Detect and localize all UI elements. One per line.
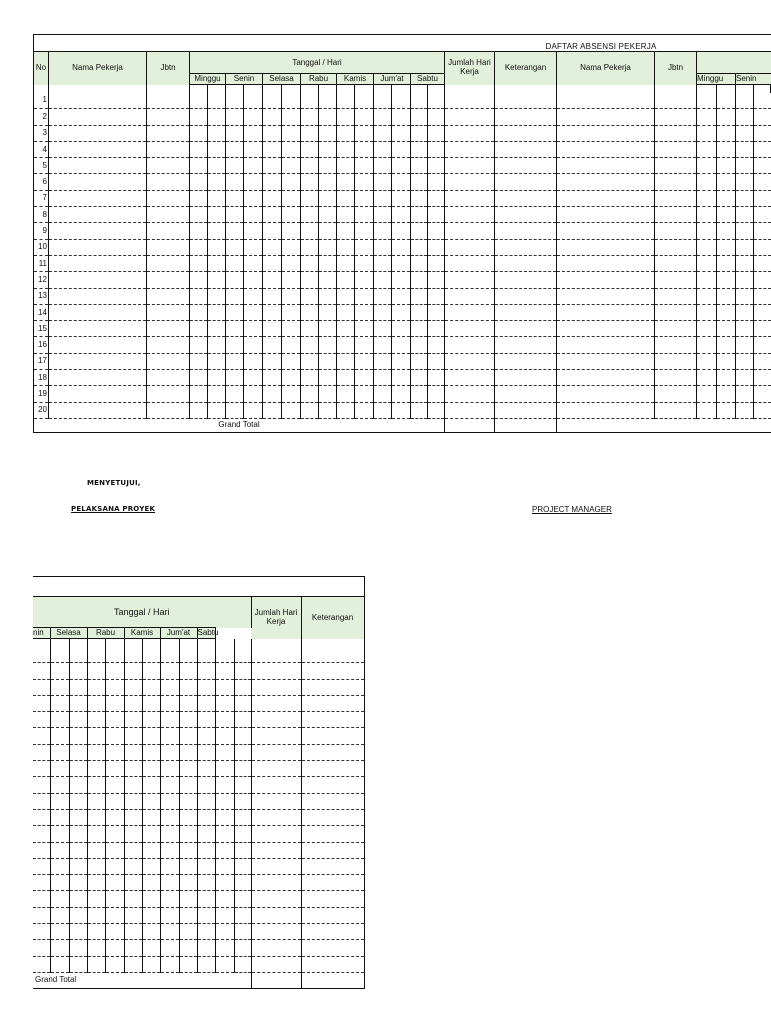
table-row bbox=[33, 728, 364, 744]
table-row bbox=[33, 924, 364, 940]
table-row bbox=[33, 891, 364, 907]
table-row bbox=[34, 174, 771, 190]
day-header-cont-5: Jum'at bbox=[160, 628, 197, 639]
table-row bbox=[33, 858, 364, 874]
table-row bbox=[33, 875, 364, 891]
day-header-right-0: Minggu bbox=[697, 74, 736, 85]
table-row bbox=[34, 141, 771, 157]
col-header-jumlah: Jumlah Hari Kerja bbox=[445, 52, 495, 85]
col-header-no: No bbox=[34, 52, 49, 85]
table-row bbox=[34, 239, 771, 255]
signature-pelaksana: PELAKSANA PROYEK bbox=[71, 505, 156, 513]
row-number: 6 bbox=[34, 174, 49, 190]
table-row bbox=[33, 907, 364, 923]
row-number: 4 bbox=[34, 141, 49, 157]
row-number: 5 bbox=[34, 158, 49, 174]
table-row bbox=[33, 744, 364, 760]
table-row bbox=[34, 207, 771, 223]
table-row bbox=[33, 663, 364, 679]
table-row bbox=[33, 647, 364, 663]
table-row bbox=[34, 255, 771, 271]
table-row bbox=[34, 402, 771, 418]
continued-title-row bbox=[33, 577, 364, 597]
day-header-cont-3: Rabu bbox=[87, 628, 124, 639]
row-number: 15 bbox=[34, 321, 49, 337]
table-row bbox=[34, 370, 771, 386]
row-number: 3 bbox=[34, 125, 49, 141]
table-row bbox=[34, 337, 771, 353]
table-row bbox=[33, 940, 364, 956]
day-header-cont-partial: nin bbox=[33, 628, 50, 639]
col-header-nama: Nama Pekerja bbox=[49, 52, 147, 85]
row-number: 20 bbox=[34, 402, 49, 418]
table-row bbox=[34, 321, 771, 337]
day-header-cont-4: Kamis bbox=[124, 628, 160, 639]
row-number: 19 bbox=[34, 386, 49, 402]
table-row bbox=[34, 223, 771, 239]
row-number: 18 bbox=[34, 370, 49, 386]
day-header-cont-6: Sabtu bbox=[197, 628, 219, 637]
approval-label: MENYETUJUI, bbox=[87, 479, 141, 487]
table-row bbox=[33, 826, 364, 842]
col-header-tanggal: Tanggal / Hari bbox=[190, 52, 445, 74]
table-row bbox=[33, 777, 364, 793]
row-number: 17 bbox=[34, 353, 49, 369]
col-header-jbtn-2: Jbtn bbox=[655, 52, 697, 85]
table-row bbox=[33, 793, 364, 809]
day-header-6: Sabtu bbox=[411, 74, 445, 85]
table-row bbox=[34, 353, 771, 369]
signature-project-manager: PROJECT MANAGER bbox=[532, 505, 612, 514]
grand-total-label-cont: Grand Total bbox=[33, 972, 251, 988]
table-row bbox=[34, 386, 771, 402]
day-header-5: Jum'at bbox=[374, 74, 411, 85]
table-row bbox=[33, 809, 364, 825]
col-header-nama-2: Nama Pekerja bbox=[557, 52, 655, 85]
table-row bbox=[34, 125, 771, 141]
row-number: 11 bbox=[34, 255, 49, 271]
row-number: 2 bbox=[34, 109, 49, 125]
attendance-table bbox=[33, 34, 771, 433]
row-number: 1 bbox=[34, 93, 49, 109]
grand-total-jumlah bbox=[445, 418, 495, 432]
day-header-1: Senin bbox=[226, 74, 263, 85]
table-row bbox=[34, 190, 771, 206]
row-number: 7 bbox=[34, 190, 49, 206]
col-header-tanggal-2 bbox=[697, 52, 771, 74]
table-row bbox=[33, 842, 364, 858]
col-header-tanggal-cont: Tanggal / Hari bbox=[33, 597, 251, 628]
col-header-keterangan: Keterangan bbox=[495, 52, 557, 85]
day-header-3: Rabu bbox=[301, 74, 337, 85]
table-row bbox=[33, 695, 364, 711]
table-row bbox=[33, 679, 364, 695]
day-header-4: Kamis bbox=[337, 74, 374, 85]
grand-total-keterangan bbox=[495, 418, 557, 432]
grand-total-label: Grand Total bbox=[34, 418, 445, 432]
col-header-jbtn: Jbtn bbox=[147, 52, 190, 85]
table-row bbox=[34, 158, 771, 174]
row-number: 13 bbox=[34, 288, 49, 304]
table-row bbox=[34, 109, 771, 125]
table-row bbox=[34, 288, 771, 304]
col-header-keterangan-cont: Keterangan bbox=[301, 597, 364, 639]
attendance-table-continued bbox=[33, 576, 365, 989]
table-row bbox=[34, 304, 771, 320]
table-row bbox=[33, 712, 364, 728]
day-header-right-1: Senin bbox=[736, 74, 771, 85]
table-row bbox=[33, 761, 364, 777]
table-row bbox=[34, 93, 771, 109]
day-header-0: Minggu bbox=[190, 74, 226, 85]
row-number: 12 bbox=[34, 272, 49, 288]
row-number: 9 bbox=[34, 223, 49, 239]
row-number: 8 bbox=[34, 207, 49, 223]
table-row bbox=[33, 956, 364, 972]
row-number: 14 bbox=[34, 304, 49, 320]
row-number: 16 bbox=[34, 337, 49, 353]
day-header-2: Selasa bbox=[263, 74, 301, 85]
table-row bbox=[34, 272, 771, 288]
day-header-cont-2: Selasa bbox=[50, 628, 87, 639]
col-header-jumlah-cont: Jumlah Hari Kerja bbox=[251, 597, 301, 639]
sheet-title: DAFTAR ABSENSI PEKERJA bbox=[34, 35, 771, 52]
row-number: 10 bbox=[34, 239, 49, 255]
